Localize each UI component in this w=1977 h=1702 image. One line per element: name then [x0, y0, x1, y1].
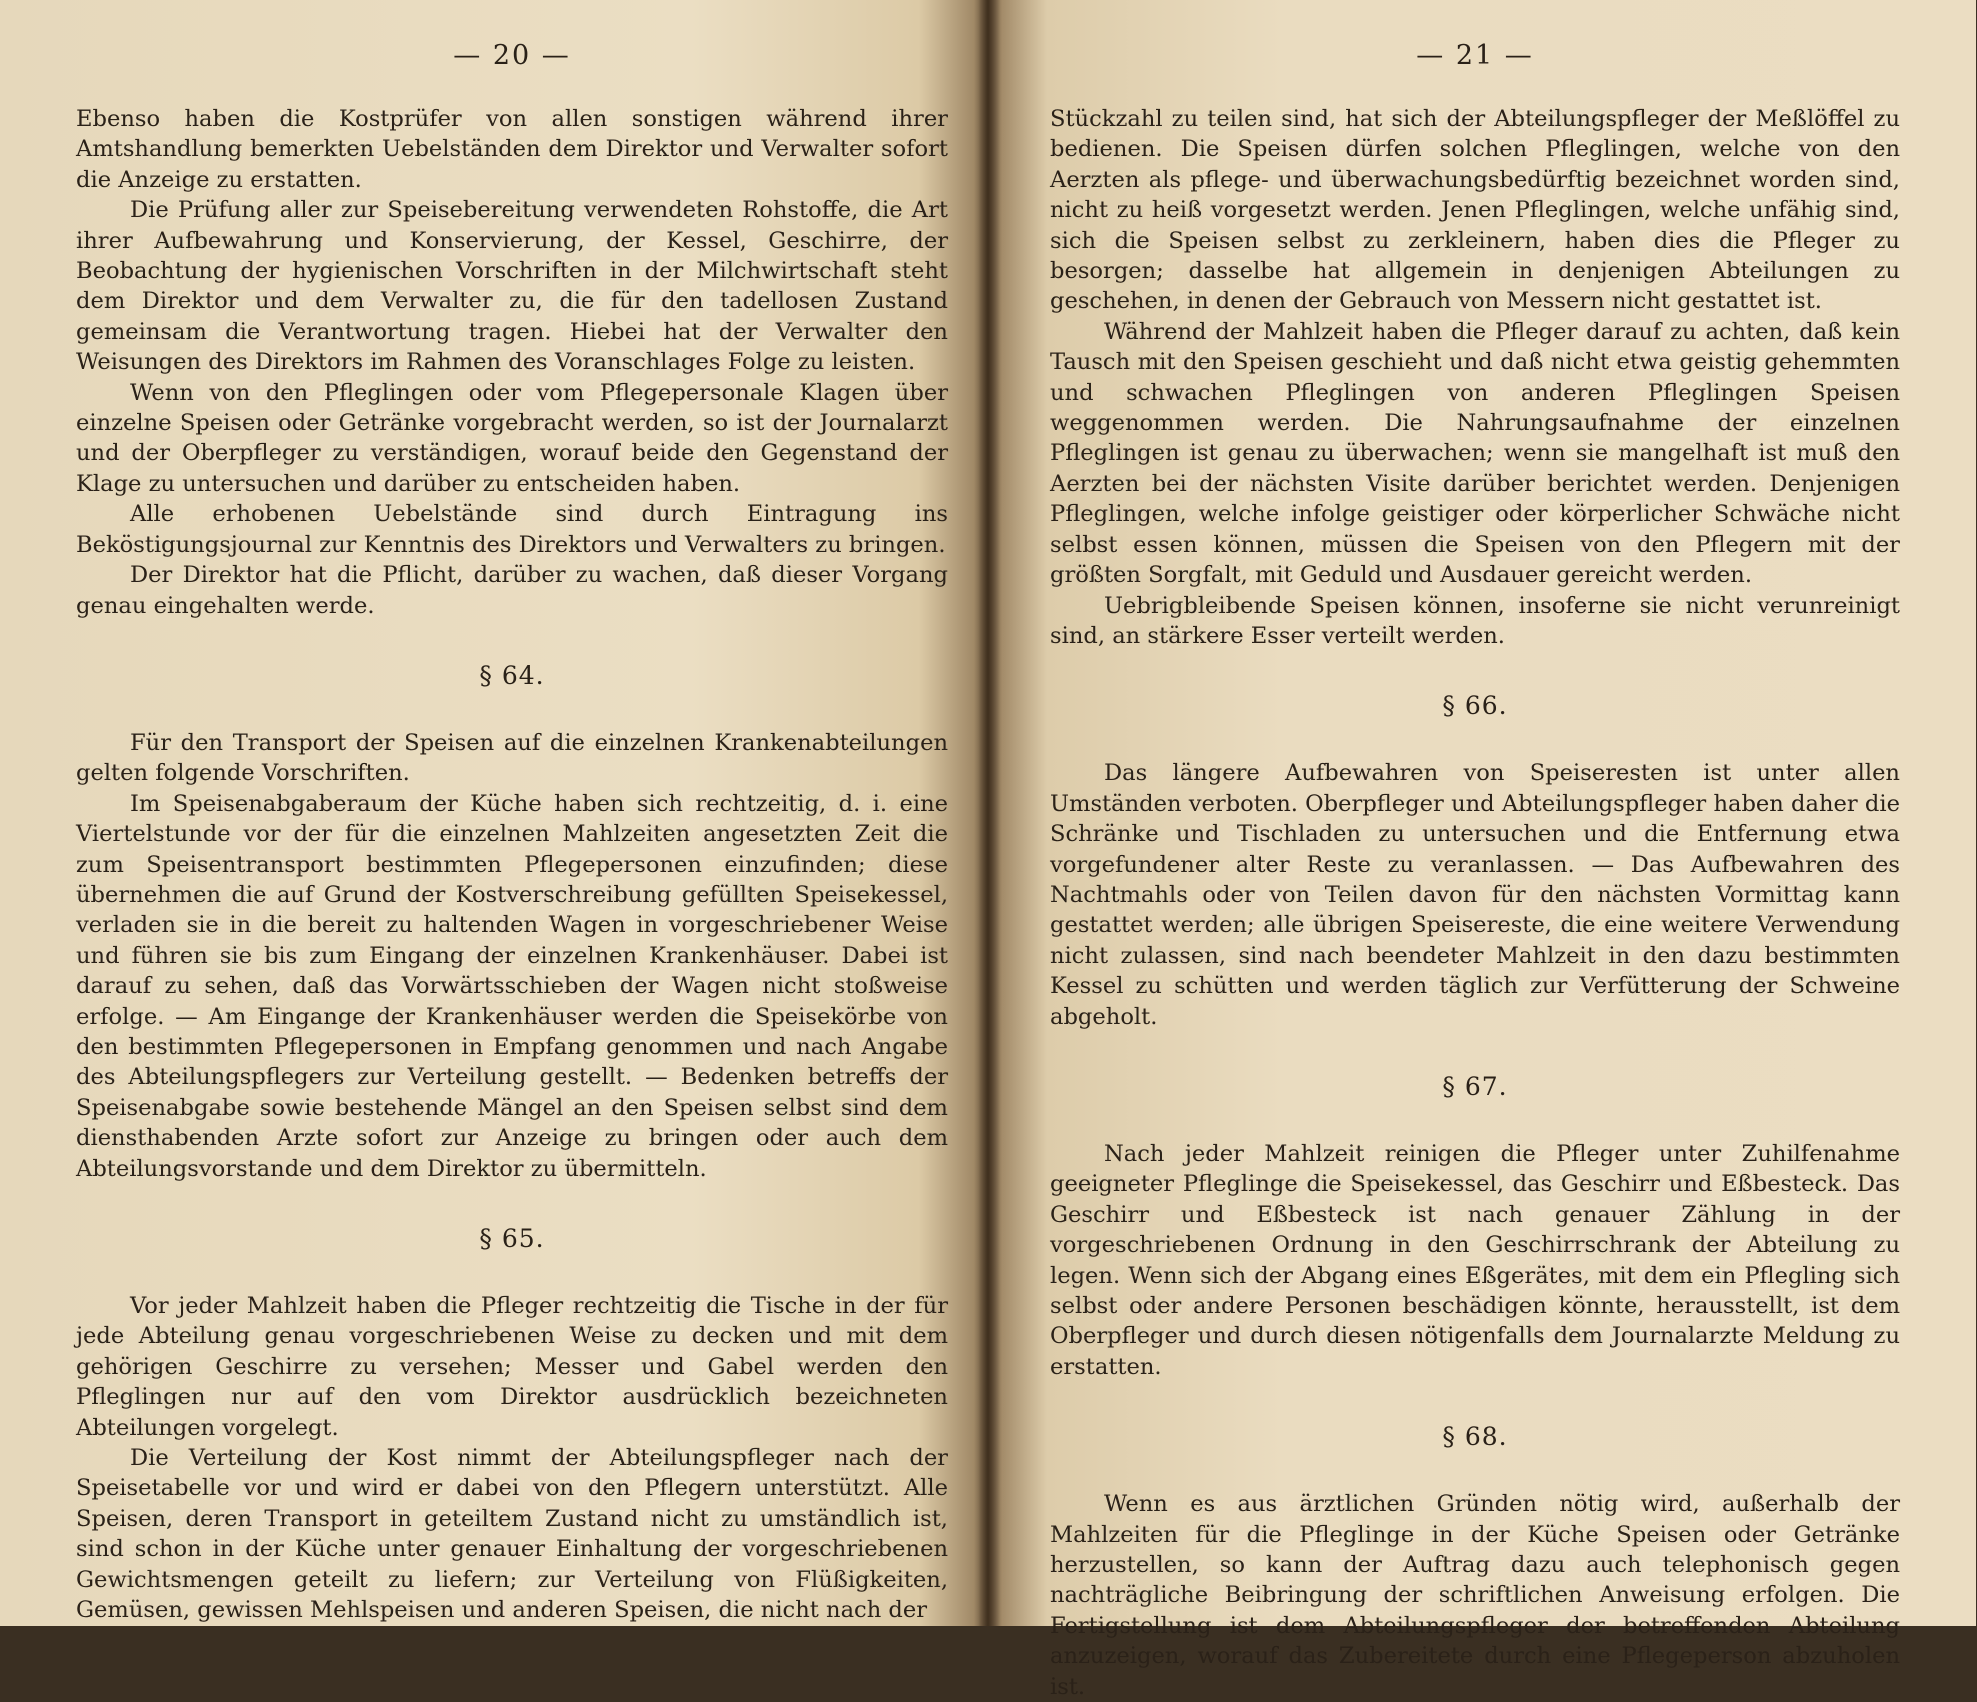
- gutter-shadow: [974, 0, 988, 1626]
- section-heading: § 67.: [1442, 1071, 1508, 1101]
- paragraph: Alle erhobenen Uebelstände sind durch Eintragung ins Beköstigungsjournal zur Kenntnis des Direktors und Verwalters zu bringen.: [76, 501, 948, 558]
- paragraph: Vor jeder Mahlzeit haben die Pfleger rechtzeitig die Tische in der für jede Abteilung genau vorgeschriebenen Weise zu decken und mit dem gehörigen Geschirre zu versehen; Messer und Gabel werden den Pfleglingen nur auf den vom Direktor ausdrücklich bezeichneten Abteilungen vorgelegt.: [76, 1293, 948, 1441]
- section-heading: § 68.: [1442, 1422, 1508, 1452]
- section-heading: § 64.: [479, 660, 545, 690]
- paragraph: Während der Mahlzeit haben die Pfleger darauf zu achten, daß kein Tausch mit den Speisen geschieht und daß nicht etwa geistig gehemmten und schwachen Pfleglingen von anderen Pfleglingen Speisen weggenommen werden. Die Nahrungsaufnahme der einzelnen Pfleglingen ist genau zu überwachen; wenn sie mangelhaft ist muß den Aerzten bei der nächsten Visite darüber berichtet werden. Denjenigen Pfleglingen, welche infolge geistiger oder körperlicher Schwäche nicht selbst essen können, müssen die Speisen von den Pflegern mit der größten Sorgfalt, mit Geduld und Ausdauer gereicht werden.: [1050, 318, 1900, 589]
- paragraph: Wenn es aus ärztlichen Gründen nötig wird, außerhalb der Mahlzeiten für die Pfleglinge in der Küche Speisen oder Getränke herzustellen, so kann der Auftrag dazu auch telephonisch gegen nachträgliche Beibringung der schriftlichen Anweisung erfolgen. Die Fertigstellung ist dem Abteilungspfleger der betreffenden Abteilung anzuzeigen, worauf das Zubereitete durch eine Pflegeperson abzuholen ist.: [1050, 1491, 1900, 1700]
- page-number: — 21 —: [1416, 40, 1534, 71]
- left-page-body: [76, 104, 948, 1625]
- paragraph: Der Direktor hat die Pflicht, darüber zu wachen, daß dieser Vorgang genau eingehalten werde.: [76, 562, 948, 619]
- section-heading: § 65.: [479, 1224, 545, 1253]
- paragraph: Nach jeder Mahlzeit reinigen die Pfleger unter Zuhilfenahme geeigneter Pfleglinge die Speisekessel, das Geschirr und Eßbesteck. Das Geschirr und Eßbesteck ist nach genauer Zählung in der vorgeschriebenen Ordnung in den Geschirrschrank der Abteilung zu legen. Wenn sich der Abgang eines Eßgerätes, mit dem ein Pflegling sich selbst oder andere Personen beschädigen könnte, herausstellt, ist dem Oberpfleger und durch diesen nötigenfalls dem Journalarzte Meldung zu erstatten.: [1050, 1140, 1900, 1380]
- paragraph: Im Speisenabgaberaum der Küche haben sich rechtzeitig, d. i. eine Viertelstunde vor der für die einzelnen Mahlzeiten angesetzten Zeit die zum Speisentransport bestimmten Pflegepersonen einzufinden; diese übernehmen die auf Grund der Kostverschreibung gefüllten Speisekessel, verladen sie in die bereit zu haltenden Wagen in vorgeschriebener Weise und führen sie bis zum Eingang der einzelnen Krankenhäuser. Dabei ist darauf zu sehen, daß das Vorwärtsschieben der Wagen nicht stoßweise erfolge. — Am Eingange der Krankenhäuser werden die Speisekörbe von den bestimmten Pflegepersonen in Empfang genommen und nach Angabe des Abteilungspflegers zur Verteilung gestellt. — Bedenken betreffs der Speisenabgabe sowie bestehende Mängel an den Speisen selbst sind dem diensthabenden Arzte sofort zur Anzeige zu bringen oder auch dem Abteilungsvorstande und dem Direktor zu übermitteln.: [76, 790, 948, 1182]
- paragraph: Stückzahl zu teilen sind, hat sich der Abteilungspfleger der Meßlöffel zu bedienen. Die Speisen dürfen solchen Pfleglingen, welche von den Aerzten als pflege- und überwachungsbedürftig bezeichnet worden sind, nicht zu heiß vorgesetzt werden. Jenen Pfleglingen, welche unfähig sind, sich die Speisen selbst zu zerkleinern, haben dies die Pfleger zu besorgen; dasselbe hat allgemein in denjenigen Abteilungen zu geschehen, in denen der Gebrauch von Messern nicht gestattet ist.: [1050, 106, 1900, 315]
- paragraph: Uebrigbleibende Speisen können, insoferne sie nicht verunreinigt sind, an stärkere Esser verteilt werden.: [1050, 592, 1900, 649]
- page-number: — 20 —: [453, 40, 571, 71]
- section-heading: § 66.: [1442, 691, 1508, 721]
- right-page-body: [1050, 104, 1900, 1702]
- paragraph: Ebenso haben die Kostprüfer von allen sonstigen während ihrer Amtshandlung bemerkten Uebelständen dem Direktor und Verwalter sofort die Anzeige zu erstatten.: [76, 106, 948, 193]
- paragraph: Die Prüfung aller zur Speisebereitung verwendeten Rohstoffe, die Art ihrer Aufbewahrung und Konservierung, der Kessel, Geschirre, der Beobachtung der hygienischen Vorschriften in der Milchwirtschaft steht dem Direktor und dem Verwalter zu, die für den tadellosen Zustand gemeinsam die Verantwortung tragen. Hiebei hat der Verwalter den Weisungen des Direktors im Rahmen des Voranschlages Folge zu leisten.: [76, 197, 948, 376]
- right-page: [988, 0, 1976, 1700]
- paragraph: Die Verteilung der Kost nimmt der Abteilungspfleger nach der Speisetabelle vor und wird er dabei von den Pflegern unterstützt. Alle Speisen, deren Transport in geteiltem Zustand nicht zu umständlich ist, sind schon in der Küche unter genauer Einhaltung der vorgeschriebenen Gewichtsmengen geteilt zu liefern; zur Verteilung von Flüßigkeiten, Gemüsen, gewissen Mehlspeisen und anderen Speisen, die nicht nach der: [76, 1445, 948, 1624]
- gutter-shadow: [988, 0, 1002, 1626]
- left-page: [0, 0, 988, 1626]
- paragraph: Für den Transport der Speisen auf die einzelnen Krankenabteilungen gelten folgende Vorschriften.: [76, 729, 948, 787]
- paragraph: Wenn von den Pfleglingen oder vom Pflegepersonale Klagen über einzelne Speisen oder Getränke vorgebracht werden, so ist der Journalarzt und der Oberpfleger zu verständigen, worauf beide den Gegenstand der Klage zu untersuchen und darüber zu entscheiden haben.: [76, 379, 948, 497]
- paragraph: Das längere Aufbewahren von Speiseresten ist unter allen Umständen verboten. Oberpfleger und Abteilungspfleger haben daher die Schränke und Tischladen zu untersuchen und die Entfernung etwa vorgefundener alter Reste zu veranlassen. — Das Aufbewahren des Nachtmahls oder von Teilen davon für den nächsten Vormittag kann gestattet werden; alle übrigen Speisereste, die eine weitere Verwendung nicht zulassen, sind nach beendeter Mahlzeit in den dazu bestimmten Kessel zu schütten und werden täglich zur Verfütterung der Schweine abgeholt.: [1050, 760, 1900, 1030]
